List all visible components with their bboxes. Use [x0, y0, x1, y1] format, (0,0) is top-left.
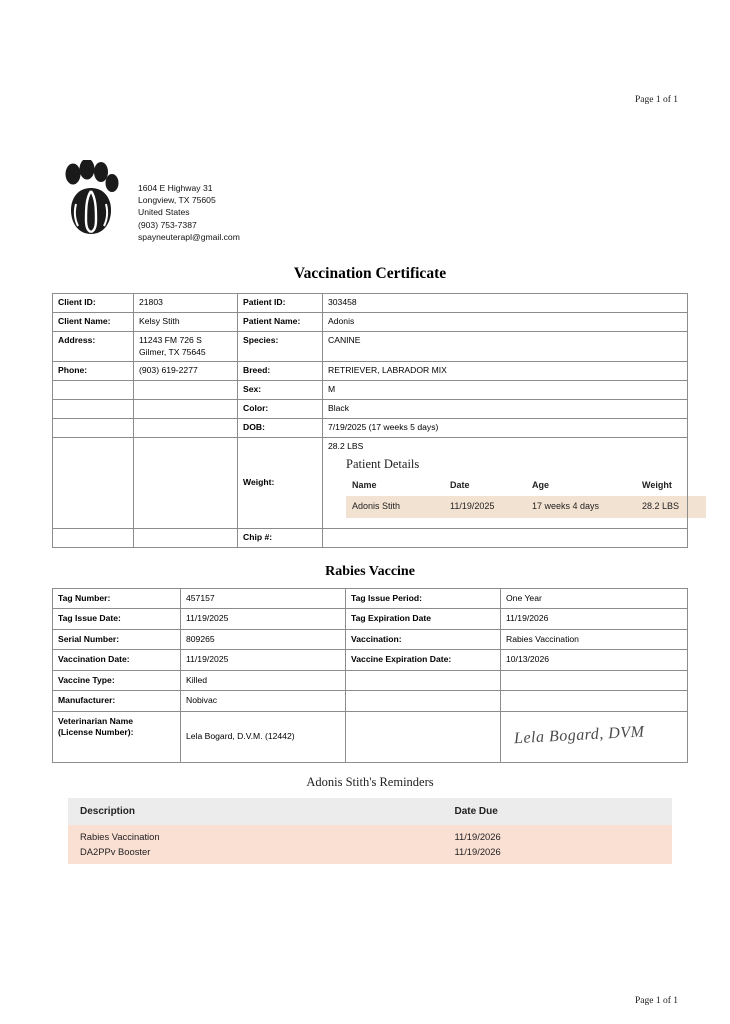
address-value-line-2: Gilmer, TX 75645: [139, 346, 206, 357]
vaccine-expiration-date-value: 10/13/2026: [501, 650, 688, 671]
empty-cell: [53, 528, 134, 547]
reminder-date-due: 11/19/2026: [442, 825, 672, 844]
patient-details-col-name: Name: [352, 480, 377, 491]
chip-label: Chip #:: [238, 528, 323, 547]
vaccination-value: Rabies Vaccination: [501, 629, 688, 650]
empty-cell: [53, 419, 134, 438]
clinic-email: spayneuterapl@gmail.com: [138, 231, 240, 242]
client-name-value: Kelsy Stith: [134, 313, 238, 332]
empty-cell: [501, 691, 688, 712]
reminder-description: Rabies Vaccination: [68, 825, 442, 844]
document-content: [52, 160, 688, 864]
species-value: CANINE: [323, 332, 688, 362]
patient-details-header-row: [346, 476, 706, 496]
chip-value: [323, 528, 688, 547]
table-row: [53, 609, 688, 630]
tag-number-label: Tag Number:: [53, 588, 181, 609]
patient-id-value: 303458: [323, 294, 688, 313]
empty-cell: [53, 381, 134, 400]
page-number-bottom: Page 1 of 1: [634, 996, 678, 1006]
page-title: Vaccination Certificate: [293, 265, 447, 283]
tag-number-value: 457157: [181, 588, 346, 609]
table-row: [53, 528, 688, 547]
tag-issue-date-value: 11/19/2025: [181, 609, 346, 630]
patient-details-age: 17 weeks 4 days: [526, 496, 636, 518]
patient-details-title: Patient Details: [346, 456, 420, 471]
species-label: Species:: [238, 332, 323, 362]
patient-name-label: Patient Name:: [238, 313, 323, 332]
reminder-description: DA2PPv Booster: [68, 844, 442, 864]
veterinarian-signature: Lela Bogard, DVM: [513, 723, 645, 747]
client-id-value: 21803: [134, 294, 238, 313]
tag-expiration-date-label: Tag Expiration Date: [346, 609, 501, 630]
vaccination-date-label: Vaccination Date:: [53, 650, 181, 671]
reminders-table: [68, 798, 672, 864]
weight-details-cell: [323, 438, 688, 529]
vaccination-date-value: 11/19/2025: [181, 650, 346, 671]
clinic-phone: (903) 753-7387: [138, 219, 197, 230]
table-row: [53, 362, 688, 381]
empty-cell: [134, 419, 238, 438]
reminder-date-due: 11/19/2026: [442, 844, 672, 864]
table-row: [53, 332, 688, 362]
breed-label: Breed:: [238, 362, 323, 381]
empty-cell: [53, 400, 134, 419]
tag-issue-date-label: Tag Issue Date:: [53, 609, 181, 630]
table-row: [53, 670, 688, 691]
table-row-weight: [53, 438, 688, 529]
address-value-line-1: 11243 FM 726 S: [139, 335, 202, 346]
phone-value: (903) 619-2277: [134, 362, 238, 381]
table-row: [53, 691, 688, 712]
letterhead: [52, 160, 688, 243]
reminders-title: Adonis Stith's Reminders: [306, 774, 434, 789]
sex-value: M: [323, 381, 688, 400]
serial-number-value: 809265: [181, 629, 346, 650]
patient-details-weight: 28.2 LBS: [636, 496, 706, 518]
client-name-label: Client Name:: [53, 313, 134, 332]
address-line-3: United States: [138, 207, 190, 218]
empty-cell: [346, 691, 501, 712]
rabies-section-title: Rabies Vaccine: [325, 563, 415, 579]
empty-cell: [134, 528, 238, 547]
patient-details-col-date: Date: [450, 480, 470, 491]
table-row: [53, 650, 688, 671]
patient-id-label: Patient ID:: [238, 294, 323, 313]
table-row: [53, 294, 688, 313]
empty-cell: [134, 438, 238, 529]
reminders-header-row: [68, 798, 672, 825]
patient-details-name: Adonis Stith: [346, 496, 444, 518]
dob-label: DOB:: [238, 419, 323, 438]
color-label: Color:: [238, 400, 323, 419]
client-id-label: Client ID:: [53, 294, 134, 313]
table-row: [53, 381, 688, 400]
empty-cell: [134, 381, 238, 400]
manufacturer-value: Nobivac: [181, 691, 346, 712]
table-row: [68, 844, 672, 864]
veterinarian-name-label-line-1: Veterinarian Name: [58, 715, 133, 726]
patient-details-date: 11/19/2025: [444, 496, 526, 518]
patient-details-col-weight: Weight: [642, 480, 672, 491]
patient-details-col-age: Age: [532, 480, 550, 491]
serial-number-label: Serial Number:: [53, 629, 181, 650]
vaccine-type-label: Vaccine Type:: [53, 670, 181, 691]
table-row: [346, 496, 706, 518]
address-line-1: 1604 E Highway 31: [138, 183, 213, 193]
patient-details-table: [346, 476, 706, 518]
clinic-address-block: [138, 160, 240, 243]
reminders-col-date-due: Date Due: [442, 798, 672, 825]
paw-print-logo: [62, 160, 120, 238]
reminders-section: [68, 798, 672, 864]
empty-cell: [346, 711, 501, 762]
dob-value: 7/19/2025 (17 weeks 5 days): [323, 419, 688, 438]
empty-cell: [501, 670, 688, 691]
veterinarian-name-label: [53, 711, 181, 762]
weight-value: 28.2 LBS: [328, 441, 364, 452]
empty-cell: [134, 400, 238, 419]
weight-label: Weight:: [238, 438, 323, 529]
reminders-col-description: Description: [68, 798, 442, 825]
phone-label: Phone:: [53, 362, 134, 381]
vaccine-expiration-date-label: Vaccine Expiration Date:: [346, 650, 501, 671]
breed-value: RETRIEVER, LABRADOR MIX: [323, 362, 688, 381]
table-row: [53, 588, 688, 609]
tag-issue-period-label: Tag Issue Period:: [346, 588, 501, 609]
table-row: [53, 400, 688, 419]
rabies-vaccine-table: [52, 588, 688, 763]
sex-label: Sex:: [238, 381, 323, 400]
tag-expiration-date-value: 11/19/2026: [501, 609, 688, 630]
manufacturer-label: Manufacturer:: [53, 691, 181, 712]
address-value: [134, 332, 238, 362]
empty-cell: [53, 438, 134, 529]
veterinarian-name-label-line-2: (License Number):: [58, 727, 134, 738]
client-patient-table: [52, 293, 688, 548]
vaccination-label: Vaccination:: [346, 629, 501, 650]
veterinarian-name-value: Lela Bogard, D.V.M. (12442): [181, 711, 346, 762]
table-row: [53, 419, 688, 438]
patient-name-value: Adonis: [323, 313, 688, 332]
table-row: [53, 629, 688, 650]
page-number-top: Page 1 of 1: [634, 95, 678, 105]
tag-issue-period-value: One Year: [501, 588, 688, 609]
vaccine-type-value: Killed: [181, 670, 346, 691]
signature-cell: [501, 711, 688, 762]
color-value: Black: [323, 400, 688, 419]
address-label: Address:: [53, 332, 134, 362]
table-row-veterinarian: [53, 711, 688, 762]
address-line-2: Longview, TX 75605: [138, 195, 216, 206]
empty-cell: [346, 670, 501, 691]
table-row: [53, 313, 688, 332]
table-row: [68, 825, 672, 844]
